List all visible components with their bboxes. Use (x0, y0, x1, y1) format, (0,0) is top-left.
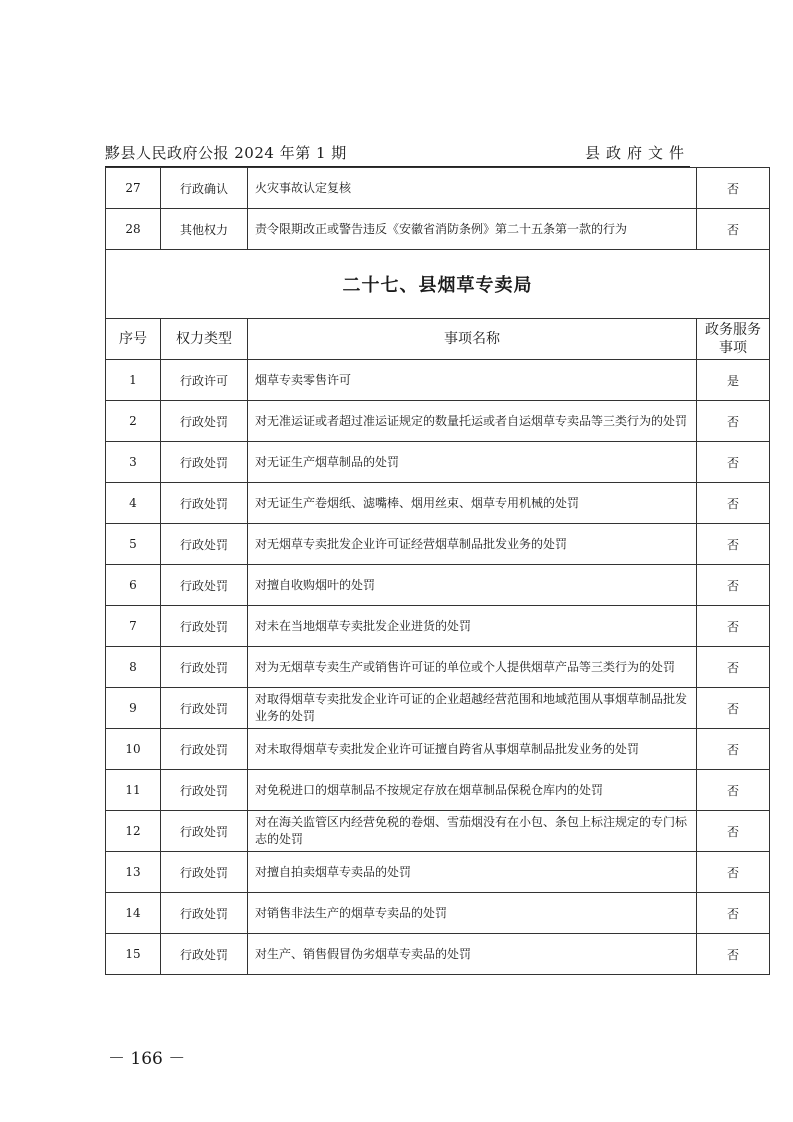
item-name: 火灾事故认定复核 (248, 168, 697, 209)
table-row (106, 606, 770, 647)
row-number: 8 (106, 647, 161, 688)
service-flag: 否 (697, 934, 770, 975)
table-row (106, 442, 770, 483)
power-type: 行政处罚 (161, 606, 248, 647)
col-service-header: 政务服务事项 (697, 319, 770, 360)
top-rows (106, 168, 770, 250)
item-name: 对免税进口的烟草制品不按规定存放在烟草制品保税仓库内的处罚 (248, 770, 697, 811)
power-type: 行政处罚 (161, 565, 248, 606)
row-number: 10 (106, 729, 161, 770)
section-label: 县政府文件 (584, 144, 690, 162)
row-number: 6 (106, 565, 161, 606)
item-name: 烟草专卖零售许可 (248, 360, 697, 401)
service-flag: 是 (697, 360, 770, 401)
power-type: 行政处罚 (161, 893, 248, 934)
table-row (106, 647, 770, 688)
table-row (106, 168, 770, 209)
row-number: 13 (106, 852, 161, 893)
service-flag: 否 (697, 483, 770, 524)
powers-table (105, 167, 770, 975)
section-row (106, 250, 770, 319)
power-type: 行政处罚 (161, 934, 248, 975)
col-num-header: 序号 (106, 319, 161, 360)
table-row (106, 852, 770, 893)
item-name: 责令限期改正或警告违反《安徽省消防条例》第二十五条第一款的行为 (248, 209, 697, 250)
col-type-header: 权力类型 (161, 319, 248, 360)
power-type: 行政处罚 (161, 770, 248, 811)
table-row (106, 360, 770, 401)
service-flag: 否 (697, 442, 770, 483)
power-type: 行政处罚 (161, 442, 248, 483)
row-number: 28 (106, 209, 161, 250)
page-header (105, 140, 690, 167)
table-row (106, 811, 770, 852)
table-row (106, 209, 770, 250)
service-flag: 否 (697, 401, 770, 442)
row-number: 9 (106, 688, 161, 729)
power-type: 行政处罚 (161, 688, 248, 729)
service-flag: 否 (697, 168, 770, 209)
power-type: 行政处罚 (161, 647, 248, 688)
power-type: 行政处罚 (161, 729, 248, 770)
row-number: 7 (106, 606, 161, 647)
column-header-row (106, 319, 770, 360)
power-type: 行政处罚 (161, 401, 248, 442)
row-number: 15 (106, 934, 161, 975)
service-flag: 否 (697, 893, 770, 934)
row-number: 27 (106, 168, 161, 209)
service-flag: 否 (697, 565, 770, 606)
row-number: 4 (106, 483, 161, 524)
item-name: 对生产、销售假冒伪劣烟草专卖品的处罚 (248, 934, 697, 975)
power-type: 行政处罚 (161, 811, 248, 852)
power-type: 行政处罚 (161, 852, 248, 893)
item-name: 对取得烟草专卖批发企业许可证的企业超越经营范围和地域范围从事烟草制品批发业务的处罚 (248, 688, 697, 729)
service-flag: 否 (697, 688, 770, 729)
bulletin-title: 黟县人民政府公报 2024 年第 1 期 (105, 144, 347, 162)
service-flag: 否 (697, 852, 770, 893)
row-number: 3 (106, 442, 161, 483)
row-number: 5 (106, 524, 161, 565)
item-name: 对擅自收购烟叶的处罚 (248, 565, 697, 606)
service-flag: 否 (697, 606, 770, 647)
table-row (106, 524, 770, 565)
item-name: 对未在当地烟草专卖批发企业进货的处罚 (248, 606, 697, 647)
row-number: 11 (106, 770, 161, 811)
service-flag: 否 (697, 811, 770, 852)
service-flag: 否 (697, 647, 770, 688)
page-number: － 166 － (108, 1049, 186, 1069)
power-type: 行政许可 (161, 360, 248, 401)
row-number: 2 (106, 401, 161, 442)
table-row (106, 688, 770, 729)
item-name: 对无证生产卷烟纸、滤嘴棒、烟用丝束、烟草专用机械的处罚 (248, 483, 697, 524)
item-name: 对销售非法生产的烟草专卖品的处罚 (248, 893, 697, 934)
table-row (106, 893, 770, 934)
table-row (106, 565, 770, 606)
item-name: 对无烟草专卖批发企业许可证经营烟草制品批发业务的处罚 (248, 524, 697, 565)
power-type: 行政处罚 (161, 524, 248, 565)
service-flag: 否 (697, 729, 770, 770)
table-row (106, 483, 770, 524)
power-type: 其他权力 (161, 209, 248, 250)
item-name: 对在海关监管区内经营免税的卷烟、雪茄烟没有在小包、条包上标注规定的专门标志的处罚 (248, 811, 697, 852)
section-title: 二十七、县烟草专卖局 (106, 250, 770, 319)
item-name: 对无证生产烟草制品的处罚 (248, 442, 697, 483)
service-flag: 否 (697, 209, 770, 250)
power-type: 行政确认 (161, 168, 248, 209)
table-row (106, 729, 770, 770)
col-name-header: 事项名称 (248, 319, 697, 360)
table-row (106, 934, 770, 975)
table-row (106, 401, 770, 442)
item-name: 对无准运证或者超过准运证规定的数量托运或者自运烟草专卖品等三类行为的处罚 (248, 401, 697, 442)
row-number: 14 (106, 893, 161, 934)
table-row (106, 770, 770, 811)
row-number: 1 (106, 360, 161, 401)
item-name: 对擅自拍卖烟草专卖品的处罚 (248, 852, 697, 893)
service-flag: 否 (697, 770, 770, 811)
service-flag: 否 (697, 524, 770, 565)
row-number: 12 (106, 811, 161, 852)
item-name: 对为无烟草专卖生产或销售许可证的单位或个人提供烟草产品等三类行为的处罚 (248, 647, 697, 688)
main-rows (106, 360, 770, 975)
power-type: 行政处罚 (161, 483, 248, 524)
item-name: 对未取得烟草专卖批发企业许可证擅自跨省从事烟草制品批发业务的处罚 (248, 729, 697, 770)
